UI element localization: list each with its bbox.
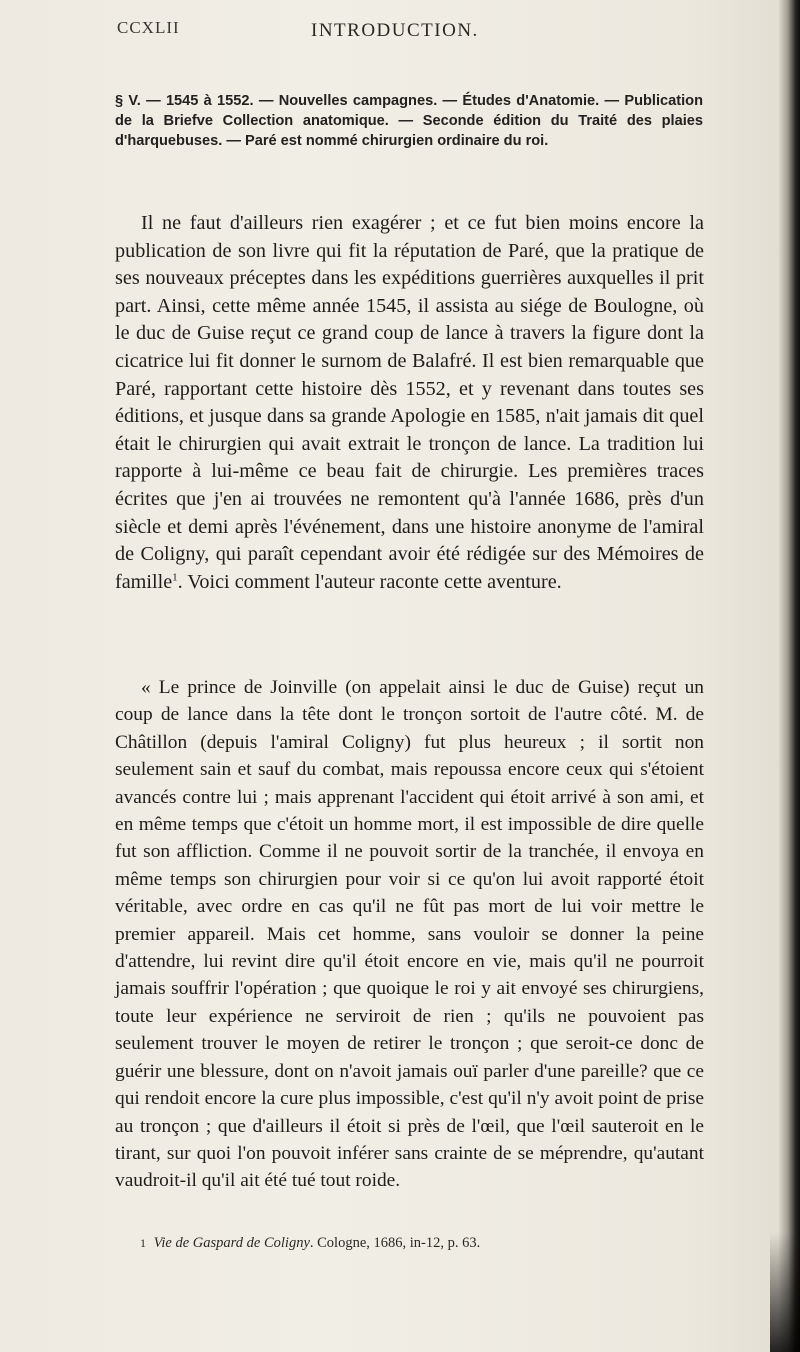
running-head (117, 12, 697, 52)
quote-paragraph: « Le prince de Joinville (on appelait ainsi le duc de Guise) reçut un coup de lance dans la tête dont le tronçon sortoit de l'autre côté. M. de Châtillon (depuis l'amiral Coligny) fut plus heureux ; il sortit non seulement sain et sauf du combat, mais repoussa encore ceux qui s'étoient avancés contre lui ; mais apprenant l'accident qui étoit arrivé à son ami, et en même temps que c'étoit un homme mort, il est impossible de dire quelle fut son affliction. Comme il ne pouvoit sortir de la tranchée, il envoya en même temps son chirurgien pour voir si ce qu'on lui avoit rapporté étoit véritable, avec ordre en cas qu'il ne fût pas mort de lui voir mettre le premier appareil. Mais cet homme, sans vouloir se donner la peine d'attendre, lui revint dire qu'il étoit encore en vie, mais qu'il ne pourroit jamais souffrir l'opération ; que quoique le roi y ait envoyé ses chirurgiens, toute leur expérience ne serviroit de rien ; qu'ils ne pouvoient pas seulement trouver le moyen de retirer le tronçon ; que seroit-ce donc de guérir une blessure, dont on n'avoit jamais ouï parler d'une pareille? que ce qui rendoit encore la cure plus impossible, c'est qu'il n'y avoit point de prise au tronçon ; que d'ailleurs il étoit si près de l'œil, que l'œil sauteroit en le tirant, sur quoi l'on pouvoit inférer sans crainte de se méprendre, qu'autant vaudroit-il qu'il ait été tué tout roide. (115, 677, 704, 1192)
footnote-citation: . Cologne, 1686, in-12, p. 63. (309, 1235, 481, 1251)
paragraph (115, 210, 704, 596)
footnote-title: Vie de Gaspard de Coligny (153, 1235, 310, 1251)
page-number: CCXLII (117, 18, 180, 37)
footnote-number: 1 (140, 1236, 146, 1250)
quoted-passage (115, 674, 704, 1195)
paragraph-text: Il ne faut d'ailleurs rien exagérer ; et ce fut bien moins encore la publication de son livre qui fit la réputation de Paré, que la pratique de ses nouveaux préceptes dans les expéditions guerrières auxquelles il prit part. Ainsi, cette même année 1545, il assista au siége de Boulogne, où le duc de Guise reçut ce grand coup de lance à travers la figure dont la cicatrice lui fit donner le surnom de Balafré. Il est bien remarquable que Paré, rapportant cette histoire dès 1552, et y revenant dans toutes ses éditions, et jusque dans sa grande Apologie en 1585, n'ait jamais dit quel était le chirurgien qui avait extrait le tronçon de lance. La tradition lui rapporte à lui-même ce beau fait de chirurgie. Les premières traces écrites que j'en ai trouvées ne remontent qu'à l'année 1686, près d'un siècle et demi après l'événement, dans une histoire anonyme de l'amiral de Coligny, qui paraît cependant avoir été rédigée sur des Mémoires de famille (115, 212, 704, 593)
running-title: INTRODUCTION. (311, 20, 479, 41)
binding-shadow (778, 0, 800, 1352)
paragraph-text-end: . Voici comment l'auteur raconte cette aventure. (177, 570, 562, 593)
footnote-reference: 1 (172, 570, 178, 583)
footnote (140, 1234, 700, 1252)
body-text (115, 210, 704, 596)
corner-shadow (770, 1232, 800, 1352)
section-summary: § V. — 1545 à 1552. — Nouvelles campagnes. — Études d'Anatomie. — Publication de la Briefve Collection anatomique. — Seconde édition du Traité des plaies d'harquebuses. — Paré est nommé chirurgien ordinaire du roi. (115, 93, 703, 149)
